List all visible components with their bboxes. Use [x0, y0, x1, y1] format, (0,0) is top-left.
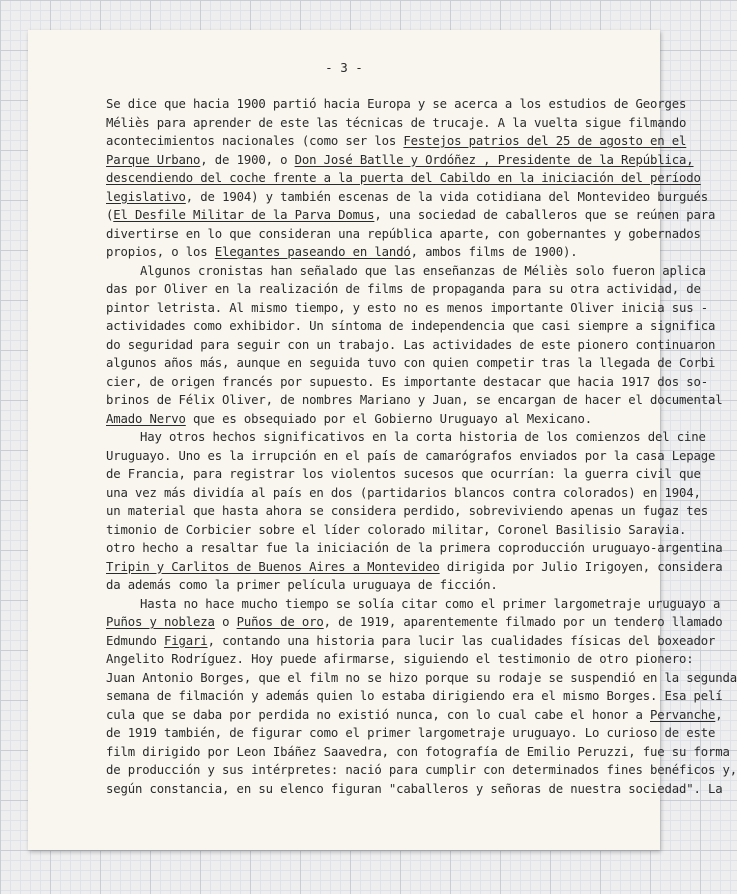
underlined-title: Elegantes paseando en landó	[214, 245, 411, 259]
text-segment: Hasta no hace mucho tiempo se solía citar como el primer largometraje uruguayo a	[140, 596, 721, 611]
underlined-title: descendiendo del coche frente a la puerta del Cabildo en la iniciación del período	[106, 171, 701, 185]
text-segment: Méliès para aprender de este las técnicas de trucaje. A la vuelta sigue filmando	[106, 115, 687, 130]
underlined-title: Puños y nobleza	[106, 615, 215, 629]
text-segment: cula que se daba por perdida no existió nunca, con lo cual cabe el honor a	[106, 707, 651, 722]
underlined-title: Festejos patrios del 25 de agosto en el	[403, 134, 687, 148]
text-line	[106, 317, 716, 336]
text-segment: das por Oliver en la realización de films de propaganda para su otra actividad, de	[106, 282, 701, 296]
text-line	[106, 521, 687, 540]
text-segment: cier, de origen francés por supuesto. Es importante destacar que hacia 1917 dos so-	[106, 374, 709, 389]
text-segment: de Francia, para registrar los violentos sucesos que ocurrían: la guerra civil que	[106, 467, 701, 481]
text-segment: dirigida por Julio Irigoyen, considera	[439, 559, 723, 574]
underlined-title: Amado Nervo	[106, 411, 186, 426]
text-line	[106, 151, 694, 170]
text-segment: Angelito Rodríguez. Hoy puede afirmarse, siguiendo el testimonio de otro pionero:	[106, 652, 694, 666]
text-line	[106, 576, 642, 595]
text-line	[106, 132, 687, 151]
text-line	[106, 669, 737, 688]
underlined-title: legislativo	[106, 189, 186, 204]
text-segment: timonio de Corbicier sobre el líder colorado militar, Coronel Basilisio Saravia.	[106, 522, 687, 537]
text-segment: brinos de Félix Oliver, de nombres Mariano y Juan, se encargan de hacer el documental	[106, 393, 723, 407]
text-line	[106, 780, 723, 799]
text-line	[106, 428, 706, 447]
text-segment: que es obsequiado por el Gobierno Uruguayo al Mexicano.	[185, 411, 592, 426]
typewritten-page	[28, 30, 737, 850]
text-line	[106, 447, 716, 466]
text-segment: según constancia, en su elenco figuran "caballeros y señoras de nuestra sociedad". La	[106, 781, 723, 796]
text-line	[106, 502, 709, 521]
page-number: - 3 -	[325, 60, 363, 75]
text-segment: Algunos cronistas han señalado que las enseñanzas de Méliès solo fueron aplica	[140, 263, 706, 278]
underlined-title: Figari	[164, 633, 208, 648]
text-segment: , de 1904) y también escenas de la vida cotidiana del Montevideo burgués	[185, 189, 709, 204]
text-segment: do seguridad para seguir con un trabajo. Las actividades de este pionero continuaron	[106, 337, 716, 352]
text-segment: pintor letrista. Al mismo tiempo, y esto no es menos importante Oliver inicia sus -	[106, 300, 709, 315]
text-line	[106, 354, 716, 373]
text-segment: film dirigido por Leon Ibáñez Saavedra, con fotografía de Emilio Peruzzi, fue su forma	[106, 744, 730, 759]
text-line	[106, 558, 723, 577]
text-line	[106, 114, 687, 133]
body-text	[106, 95, 737, 798]
text-segment: Uruguayo. Uno es la irrupción en el país de camarógrafos enviados por la casa Lepage	[106, 448, 716, 463]
text-line	[106, 484, 701, 503]
text-segment: (	[106, 208, 114, 222]
text-line	[106, 613, 723, 632]
underlined-title: Don José Batlle y Ordóñez , Presidente de la República,	[294, 152, 694, 167]
text-line	[106, 95, 687, 114]
underlined-title: Puños de oro	[236, 615, 324, 629]
text-segment: , de 1919, aparentemente filmado por un tendero llamado	[323, 615, 723, 629]
text-line	[106, 724, 716, 743]
underlined-title: Tripin y Carlitos de Buenos Aires a Montevideo	[106, 559, 440, 574]
text-line	[106, 188, 709, 207]
text-segment: otro hecho a resaltar fue la iniciación de la primera coproducción uruguayo-argentina	[106, 541, 723, 555]
text-line	[106, 465, 701, 484]
text-segment: semana de filmación y además quien lo estaba dirigiendo era el mismo Borges. Esa pelí	[106, 689, 723, 703]
underlined-title: Pervanche	[650, 707, 716, 722]
text-segment: , una sociedad de caballeros que se reúnen para	[374, 208, 716, 222]
text-segment: , contando una historia para lucir las cualidades físicas del boxeador	[207, 633, 716, 648]
text-segment: de producción y sus intérpretes: nació para cumplir con determinados fines benéficos y,	[106, 763, 737, 777]
text-segment: una vez más dividía al país en dos (partidarios blancos contra colorados) en 1904,	[106, 485, 701, 500]
text-segment: Se dice que hacia 1900 partió hacia Europa y se acerca a los estudios de Georges	[106, 97, 687, 111]
text-segment: actividades como exhibidor. Un síntoma de independencia que casi siempre a significa	[106, 319, 716, 333]
text-line	[106, 687, 723, 706]
text-line	[106, 336, 716, 355]
text-line	[106, 243, 642, 262]
text-segment: Edmundo	[106, 633, 165, 648]
text-line	[106, 206, 716, 225]
text-segment: , ambos films de 1900).	[410, 245, 578, 259]
underlined-title: El Desfile Militar de la Parva Domus	[113, 208, 375, 222]
text-segment: propios, o los	[106, 245, 215, 259]
text-segment: algunos años más, aunque en seguida tuvo con quien competir tras la llegada de Corbi	[106, 356, 716, 370]
text-line	[106, 743, 730, 762]
text-segment: un material que hasta ahora se considera perdido, sobreviviendo apenas un fugaz tes	[106, 504, 709, 518]
text-line	[106, 761, 737, 780]
text-line	[106, 391, 723, 410]
text-line	[106, 650, 694, 669]
text-segment: de 1919 también, de figurar como el primer largometraje uruguayo. Lo curioso de este	[106, 726, 716, 740]
text-line	[106, 225, 701, 244]
text-segment: divertirse en lo que consideran una república aparte, con gobernantes y gobernados	[106, 226, 701, 241]
text-line	[106, 169, 701, 188]
text-line	[106, 632, 716, 651]
text-line	[106, 595, 721, 614]
text-line	[106, 706, 723, 725]
text-line	[106, 299, 709, 318]
text-line	[106, 280, 701, 299]
text-segment: o	[214, 615, 237, 629]
text-segment: Juan Antonio Borges, que el film no se hizo porque su rodaje se suspendió en la segunda	[106, 670, 737, 685]
text-segment: , de 1900, o	[200, 152, 295, 167]
underlined-title: Parque Urbano	[106, 152, 201, 167]
text-segment: Hay otros hechos significativos en la corta historia de los comienzos del cine	[140, 430, 706, 444]
text-segment: da además como la primer película uruguaya de ficción.	[106, 578, 498, 592]
text-line	[106, 410, 642, 429]
text-line	[106, 373, 709, 392]
text-line	[106, 539, 723, 558]
text-segment: ,	[715, 707, 723, 722]
text-line	[106, 262, 706, 281]
text-segment: acontecimientos nacionales (como ser los	[106, 134, 404, 148]
